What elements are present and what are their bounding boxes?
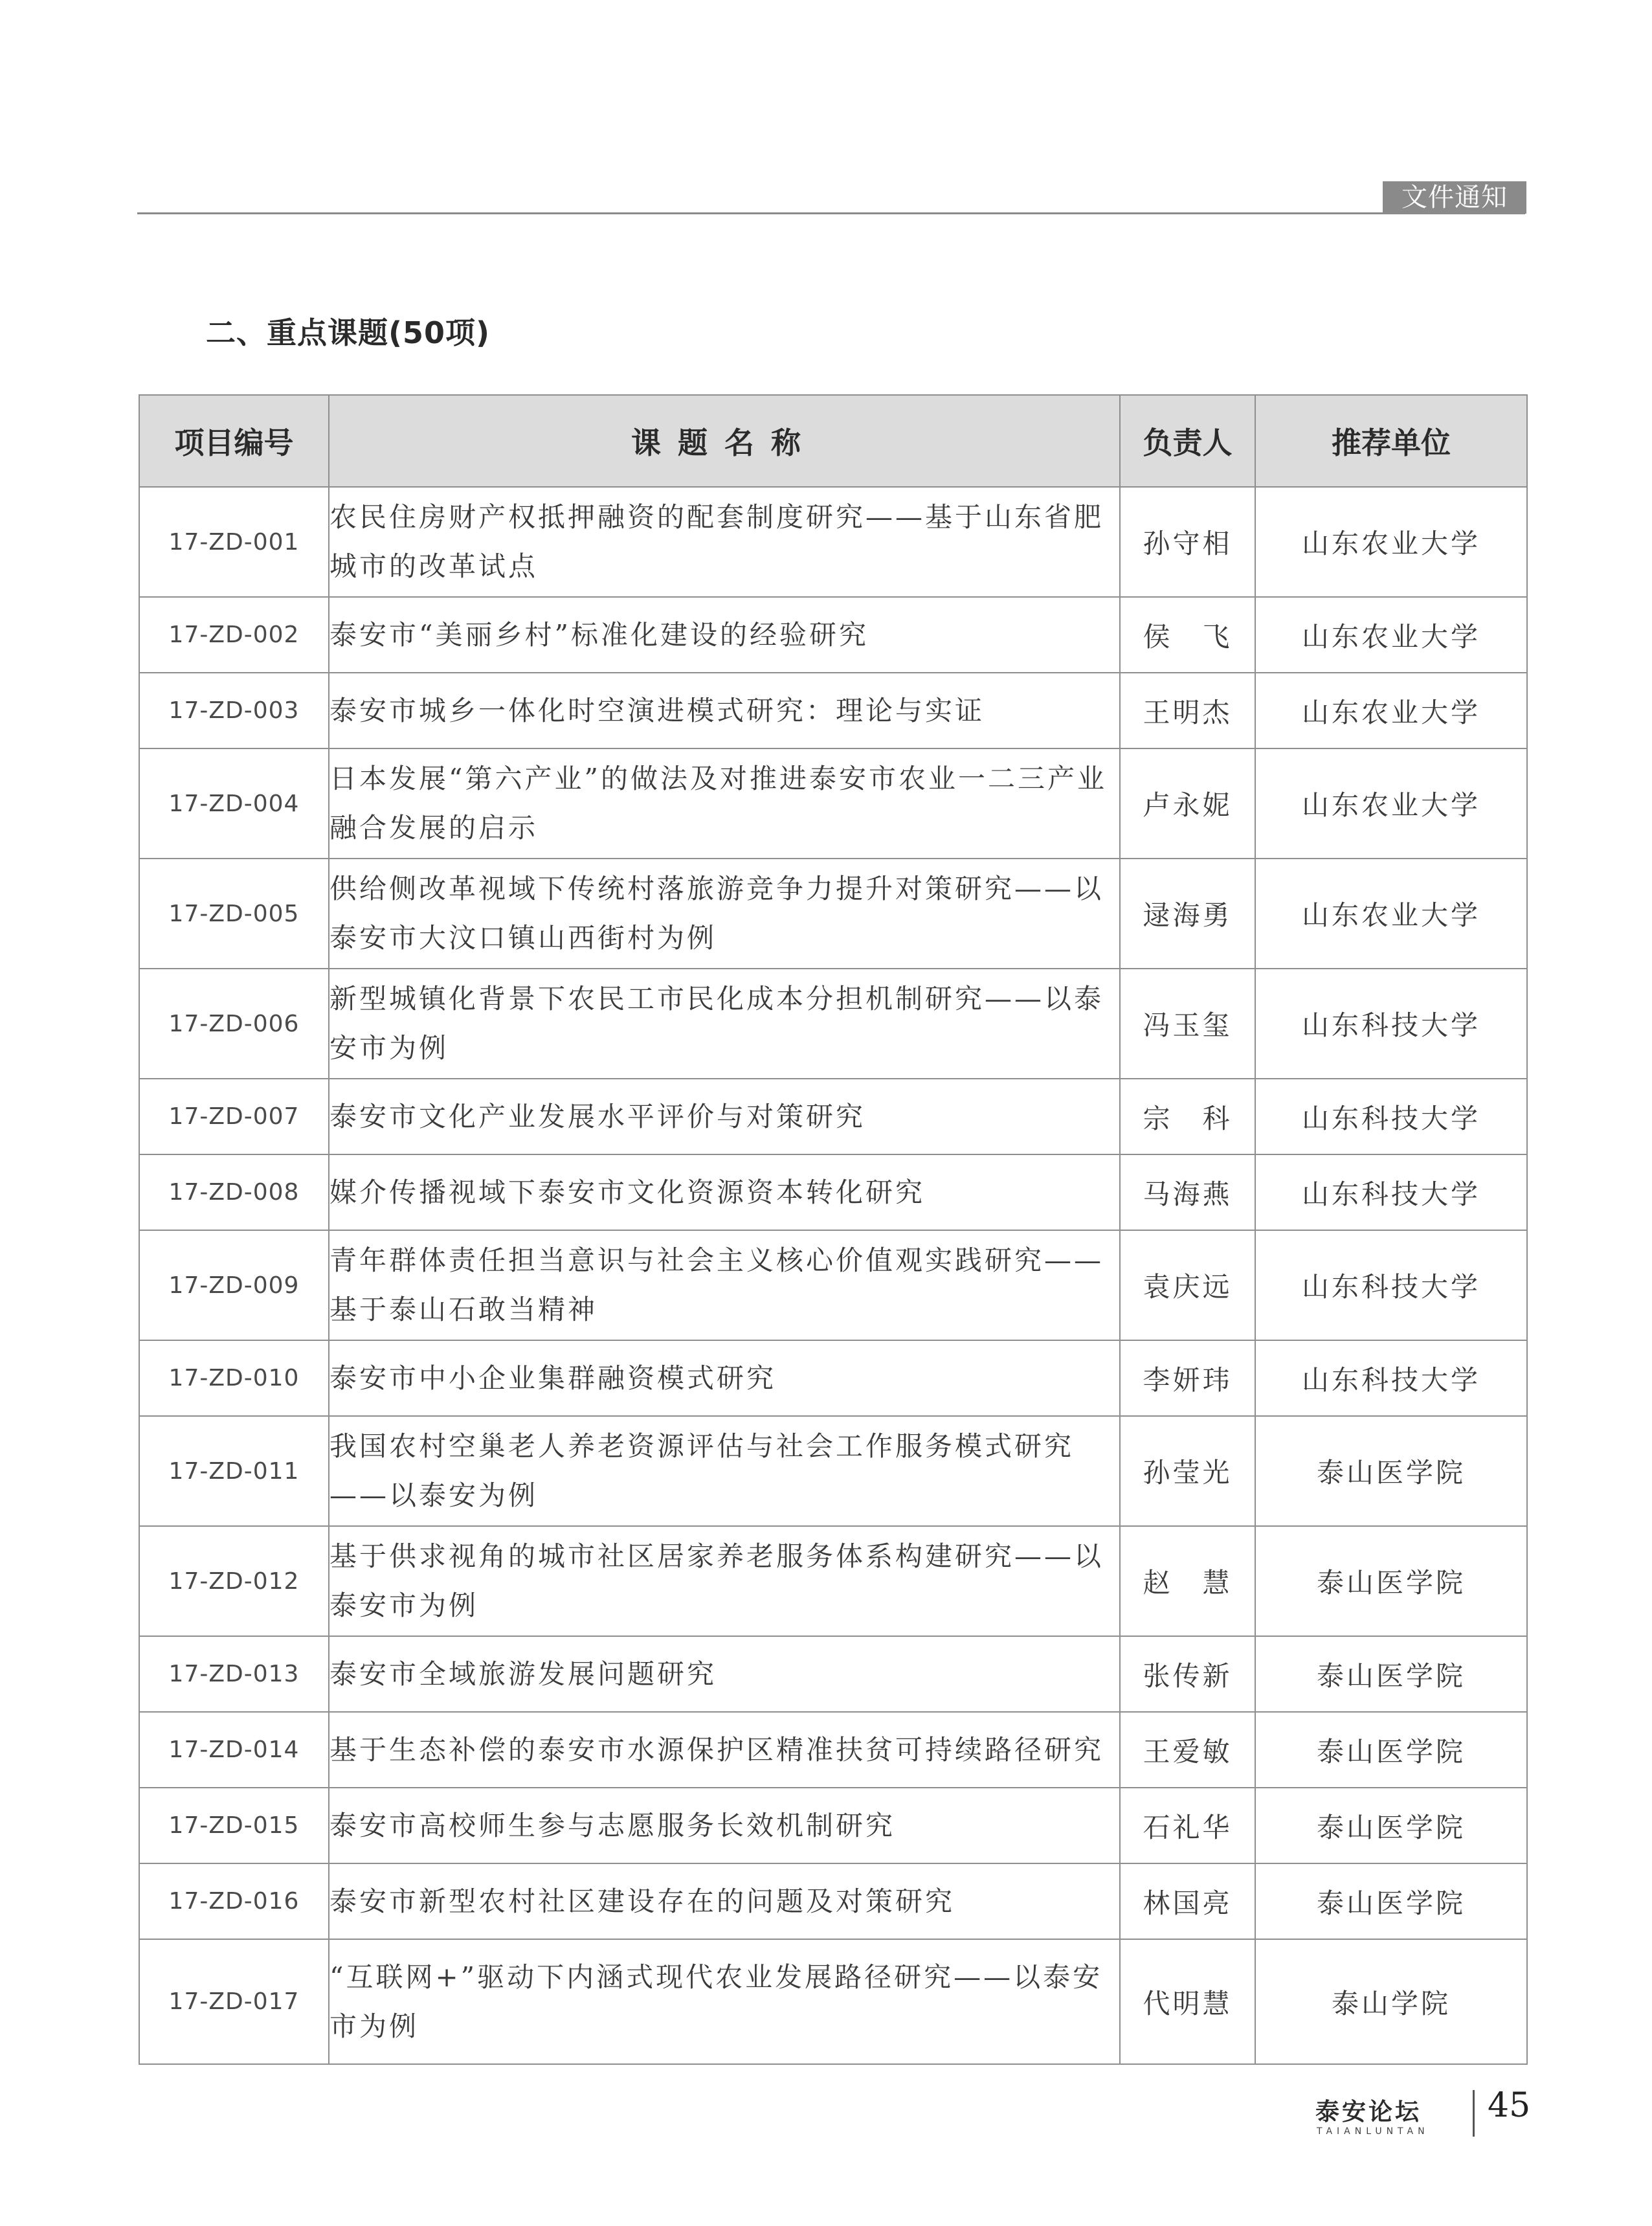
row-unit: 泰山医学院 bbox=[1255, 1863, 1527, 1939]
row-id: 17-ZD-014 bbox=[139, 1712, 329, 1788]
row-id: 17-ZD-006 bbox=[139, 969, 329, 1079]
row-title: 泰安市“美丽乡村”标准化建设的经验研究 bbox=[329, 597, 1120, 673]
row-unit: 山东科技大学 bbox=[1255, 1154, 1527, 1230]
row-title: 泰安市新型农村社区建设存在的问题及对策研究 bbox=[329, 1863, 1120, 1939]
row-id: 17-ZD-012 bbox=[139, 1526, 329, 1636]
header-unit: 推荐单位 bbox=[1255, 395, 1527, 487]
row-unit: 山东农业大学 bbox=[1255, 673, 1527, 748]
row-id: 17-ZD-004 bbox=[139, 748, 329, 859]
table-row bbox=[139, 1230, 1527, 1340]
section-tab: 文件通知 bbox=[1383, 181, 1526, 214]
row-unit: 山东科技大学 bbox=[1255, 969, 1527, 1079]
row-unit: 山东科技大学 bbox=[1255, 1230, 1527, 1340]
row-title: 供给侧改革视域下传统村落旅游竞争力提升对策研究——以泰安市大汶口镇山西街村为例 bbox=[329, 859, 1120, 969]
row-person: 宗 科 bbox=[1120, 1079, 1255, 1154]
row-id: 17-ZD-017 bbox=[139, 1939, 329, 2064]
row-person: 李妍玮 bbox=[1120, 1340, 1255, 1416]
row-unit: 山东农业大学 bbox=[1255, 487, 1527, 597]
table-row bbox=[139, 487, 1527, 597]
table-row bbox=[139, 1788, 1527, 1863]
row-person: 王爱敏 bbox=[1120, 1712, 1255, 1788]
row-unit: 山东科技大学 bbox=[1255, 1079, 1527, 1154]
row-person: 张传新 bbox=[1120, 1636, 1255, 1712]
row-id: 17-ZD-002 bbox=[139, 597, 329, 673]
footer-divider bbox=[1473, 2090, 1475, 2137]
header-person: 负责人 bbox=[1120, 395, 1255, 487]
table-header-row bbox=[139, 395, 1527, 487]
row-unit: 泰山医学院 bbox=[1255, 1712, 1527, 1788]
journal-name: 泰安论坛 bbox=[1315, 2098, 1422, 2126]
page-number: 45 bbox=[1488, 2086, 1531, 2125]
table-row bbox=[139, 969, 1527, 1079]
row-title: 媒介传播视域下泰安市文化资源资本转化研究 bbox=[329, 1154, 1120, 1230]
row-person: 袁庆远 bbox=[1120, 1230, 1255, 1340]
row-title: 基于生态补偿的泰安市水源保护区精准扶贫可持续路径研究 bbox=[329, 1712, 1120, 1788]
row-title: 泰安市高校师生参与志愿服务长效机制研究 bbox=[329, 1788, 1120, 1863]
table-row bbox=[139, 1154, 1527, 1230]
row-person: 孙莹光 bbox=[1120, 1416, 1255, 1526]
table-row bbox=[139, 1863, 1527, 1939]
row-id: 17-ZD-016 bbox=[139, 1863, 329, 1939]
table-row bbox=[139, 597, 1527, 673]
journal-name-pinyin: TAIANLUNTAN bbox=[1317, 2126, 1429, 2137]
header-title: 课题名称 bbox=[329, 395, 1120, 487]
row-id: 17-ZD-011 bbox=[139, 1416, 329, 1526]
row-person: 马海燕 bbox=[1120, 1154, 1255, 1230]
section-title: 二、重点课题(50项) bbox=[206, 315, 491, 350]
row-id: 17-ZD-013 bbox=[139, 1636, 329, 1712]
row-person: 冯玉玺 bbox=[1120, 969, 1255, 1079]
table-row bbox=[139, 673, 1527, 748]
row-unit: 山东科技大学 bbox=[1255, 1340, 1527, 1416]
header-rule bbox=[137, 212, 1525, 214]
row-title: 泰安市文化产业发展水平评价与对策研究 bbox=[329, 1079, 1120, 1154]
row-title: 我国农村空巢老人养老资源评估与社会工作服务模式研究——以泰安为例 bbox=[329, 1416, 1120, 1526]
row-unit: 山东农业大学 bbox=[1255, 748, 1527, 859]
row-person: 代明慧 bbox=[1120, 1939, 1255, 2064]
row-person: 石礼华 bbox=[1120, 1788, 1255, 1863]
row-person: 逯海勇 bbox=[1120, 859, 1255, 969]
key-topics-table bbox=[139, 394, 1528, 2065]
table-row bbox=[139, 1079, 1527, 1154]
row-id: 17-ZD-009 bbox=[139, 1230, 329, 1340]
row-unit: 泰山医学院 bbox=[1255, 1416, 1527, 1526]
row-person: 赵 慧 bbox=[1120, 1526, 1255, 1636]
table-row bbox=[139, 748, 1527, 859]
row-person: 侯 飞 bbox=[1120, 597, 1255, 673]
table-row bbox=[139, 1636, 1527, 1712]
row-unit: 泰山医学院 bbox=[1255, 1636, 1527, 1712]
row-person: 王明杰 bbox=[1120, 673, 1255, 748]
row-unit: 山东农业大学 bbox=[1255, 859, 1527, 969]
table-row bbox=[139, 1340, 1527, 1416]
row-title: 青年群体责任担当意识与社会主义核心价值观实践研究——基于泰山石敢当精神 bbox=[329, 1230, 1120, 1340]
row-title: 新型城镇化背景下农民工市民化成本分担机制研究——以泰安市为例 bbox=[329, 969, 1120, 1079]
row-title: 泰安市全域旅游发展问题研究 bbox=[329, 1636, 1120, 1712]
row-title: 泰安市中小企业集群融资模式研究 bbox=[329, 1340, 1120, 1416]
row-id: 17-ZD-010 bbox=[139, 1340, 329, 1416]
table-row bbox=[139, 1416, 1527, 1526]
row-title: “互联网+”驱动下内涵式现代农业发展路径研究——以泰安市为例 bbox=[329, 1939, 1120, 2064]
row-unit: 泰山医学院 bbox=[1255, 1788, 1527, 1863]
row-unit: 泰山医学院 bbox=[1255, 1526, 1527, 1636]
row-id: 17-ZD-003 bbox=[139, 673, 329, 748]
row-title: 泰安市城乡一体化时空演进模式研究：理论与实证 bbox=[329, 673, 1120, 748]
table-row bbox=[139, 859, 1527, 969]
row-id: 17-ZD-015 bbox=[139, 1788, 329, 1863]
table-row bbox=[139, 1939, 1527, 2064]
row-unit: 山东农业大学 bbox=[1255, 597, 1527, 673]
header-id: 项目编号 bbox=[139, 395, 329, 487]
row-id: 17-ZD-008 bbox=[139, 1154, 329, 1230]
row-title: 农民住房财产权抵押融资的配套制度研究——基于山东省肥城市的改革试点 bbox=[329, 487, 1120, 597]
row-person: 卢永妮 bbox=[1120, 748, 1255, 859]
row-person: 孙守相 bbox=[1120, 487, 1255, 597]
row-id: 17-ZD-001 bbox=[139, 487, 329, 597]
row-person: 林国亮 bbox=[1120, 1863, 1255, 1939]
row-title: 日本发展“第六产业”的做法及对推进泰安市农业一二三产业融合发展的启示 bbox=[329, 748, 1120, 859]
row-id: 17-ZD-007 bbox=[139, 1079, 329, 1154]
row-unit: 泰山学院 bbox=[1255, 1939, 1527, 2064]
table-row bbox=[139, 1712, 1527, 1788]
table-row bbox=[139, 1526, 1527, 1636]
row-id: 17-ZD-005 bbox=[139, 859, 329, 969]
row-title: 基于供求视角的城市社区居家养老服务体系构建研究——以泰安市为例 bbox=[329, 1526, 1120, 1636]
